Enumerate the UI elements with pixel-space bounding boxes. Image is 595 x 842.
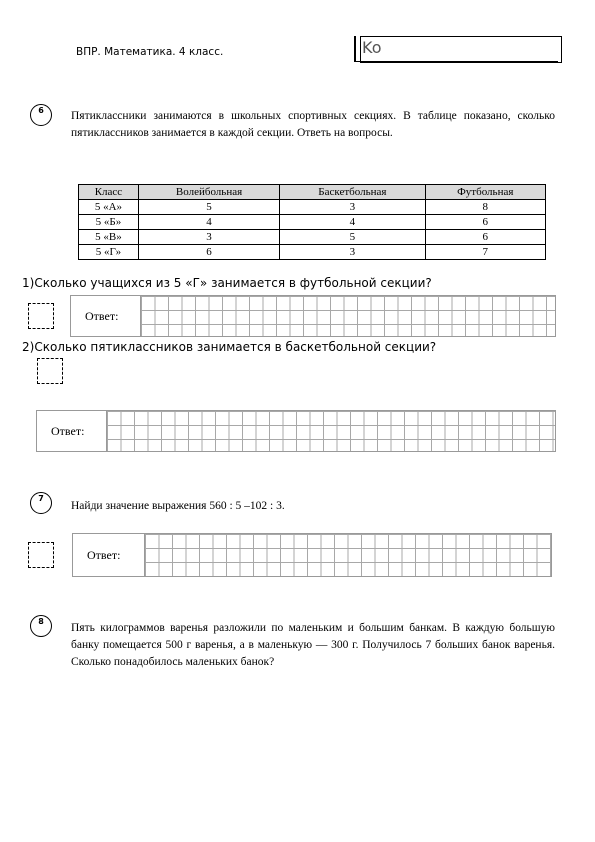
task-6-question-1: 1)Сколько учащихся из 5 «Г» занимается в футбольной секции? — [22, 276, 432, 290]
task-6-number: 6 — [30, 104, 52, 126]
task-7-number: 7 — [30, 492, 52, 514]
table-header-cell: Класс — [79, 185, 139, 200]
table-cell: 7 — [425, 245, 545, 260]
task-6-question-2: 2)Сколько пятиклассников занимается в баскетбольной секции? — [22, 340, 437, 354]
answer-box-q2[interactable] — [36, 410, 556, 452]
task-8-text: Пять килограммов варенья разложили по маленьким и большим банкам. В каждую большую банку помещается 500 г варенья, а в маленькую — 300 г. Получилось 7 больших банок варенья. Сколько понадобилось маленьких банок? — [71, 622, 555, 668]
answer-label: Ответ: — [37, 411, 107, 451]
score-box-task-7 — [28, 542, 54, 568]
table-header-row — [79, 185, 546, 200]
answer-box-task-7[interactable] — [72, 533, 552, 577]
task-6-text: Пятиклассники занимаются в школьных спортивных секциях. В таблице показано, сколько пятиклассников занимается в каждой секции. Ответь на вопросы. — [71, 110, 555, 139]
answer-label: Ответ: — [73, 534, 145, 576]
table-cell: 3 — [280, 200, 425, 215]
task-8-number: 8 — [30, 615, 52, 637]
table-row — [79, 230, 546, 245]
answer-grid-q1[interactable] — [141, 296, 555, 336]
score-box-q1 — [28, 303, 54, 329]
task-7-text: Найди значение выражения 560 : 5 –102 : 3. — [71, 500, 285, 512]
table-row — [79, 245, 546, 260]
table-cell: 3 — [280, 245, 425, 260]
participant-code-field[interactable] — [354, 36, 558, 62]
table-header-cell: Баскетбольная — [280, 185, 425, 200]
table-header-cell: Волейбольная — [138, 185, 279, 200]
table-cell: 8 — [425, 200, 545, 215]
table-cell: 6 — [425, 230, 545, 245]
answer-grid-q2[interactable] — [107, 411, 555, 451]
participant-code-prefix: Ko — [362, 38, 382, 57]
table-cell: 5 «В» — [79, 230, 139, 245]
table-cell: 5 «А» — [79, 200, 139, 215]
table-cell: 4 — [138, 215, 279, 230]
table-cell: 5 «Г» — [79, 245, 139, 260]
score-box-q2 — [37, 358, 63, 384]
table-cell: 5 — [280, 230, 425, 245]
table-cell: 4 — [280, 215, 425, 230]
answer-box-q1[interactable] — [70, 295, 556, 337]
sports-sections-table — [78, 184, 546, 260]
table-cell: 3 — [138, 230, 279, 245]
page-header-title: ВПР. Математика. 4 класс. — [76, 46, 224, 58]
table-row — [79, 215, 546, 230]
answer-grid-task-7[interactable] — [145, 534, 551, 576]
table-cell: 5 — [138, 200, 279, 215]
table-cell: 5 «Б» — [79, 215, 139, 230]
table-cell: 6 — [425, 215, 545, 230]
table-header-cell: Футбольная — [425, 185, 545, 200]
table-cell: 6 — [138, 245, 279, 260]
table-row — [79, 200, 546, 215]
answer-label: Ответ: — [71, 296, 141, 336]
